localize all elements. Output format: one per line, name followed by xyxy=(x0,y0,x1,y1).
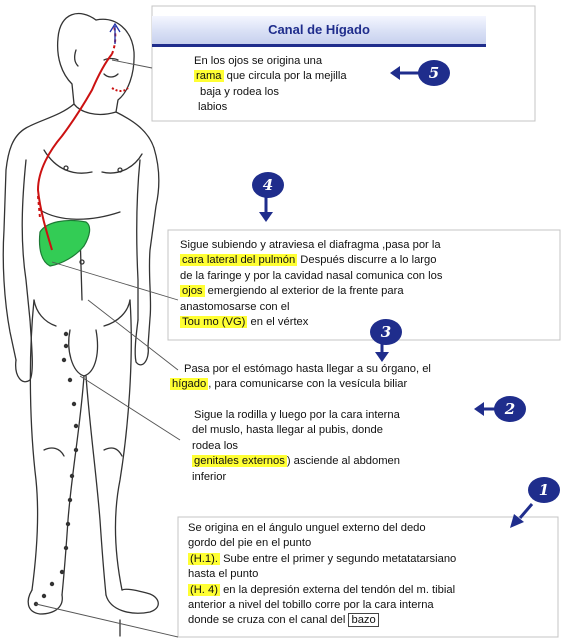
block-1-line-2: gordo del pie en el punto xyxy=(188,537,312,550)
block-2-line-5: inferior xyxy=(192,470,227,483)
highlight-tou-mo: Tou mo (VG) xyxy=(182,316,246,329)
block-1-line-7-text: donde se cruza con el canal del xyxy=(188,614,349,627)
block-3-text xyxy=(170,362,431,393)
block-1-line-3 xyxy=(188,552,456,567)
highlight-higado: hígado xyxy=(172,378,207,391)
block-5-text xyxy=(194,54,347,116)
block-4-line-3: de la faringe y por la cavidad nasal comunica con los xyxy=(180,269,443,282)
block-5-line-3: baja y rodea los xyxy=(200,85,279,98)
badge-1-number: 1 xyxy=(538,481,550,499)
block-2-line-3: rodea los xyxy=(192,439,239,452)
block-2-line-1: Sigue la rodilla y luego por la cara interna xyxy=(194,409,400,421)
block-2-line-4-rest: ) asciende al abdomen xyxy=(286,455,401,468)
liver-organ xyxy=(39,220,89,266)
block-5-line-4: labios xyxy=(198,101,228,114)
block-1-line-5-rest: en la depresión externa del tendón del m. tibial xyxy=(219,583,456,596)
badge-3-number: 3 xyxy=(380,323,392,341)
block-3-line-2-rest: , para comunicarse con la vesícula biliar xyxy=(208,378,408,391)
block-1-line-7 xyxy=(188,613,456,628)
badge-4-number: 4 xyxy=(262,176,274,194)
block-2-line-2: del muslo, hasta llegar al pubis, donde xyxy=(192,424,383,437)
block-4-line-4-rest: emergiendo al exterior de la frente para xyxy=(204,285,404,298)
block-3-line-2 xyxy=(170,377,431,392)
boxed-bazo: bazo xyxy=(348,613,378,627)
badge-4 xyxy=(252,172,284,222)
badge-5-number: 5 xyxy=(428,64,440,82)
block-4-line-2-rest: Después discurre a lo largo xyxy=(297,254,437,267)
block-4-line-1: Sigue subiendo y atraviesa el diafragma ,pasa por la xyxy=(180,239,441,251)
block-1-line-1: Se origina en el ángulo unguel externo del dedo xyxy=(188,522,426,534)
block-5-line-2-rest: que circula por la mejilla xyxy=(223,70,347,83)
highlight-cara-lateral: cara lateral del pulmón xyxy=(182,254,296,267)
leader-lines xyxy=(36,60,180,637)
page-title: Canal de Hígado xyxy=(152,16,486,47)
acupoints xyxy=(34,332,78,606)
highlight-genitales: genitales externos xyxy=(194,455,285,468)
block-4-line-2 xyxy=(180,253,442,268)
block-1-line-6: anterior a nivel del tobillo corre por la cara interna xyxy=(188,599,434,612)
block-1-line-4: hasta el punto xyxy=(188,568,259,581)
block-4-line-6 xyxy=(180,315,442,330)
block-3-line-1: Pasa por el estómago hasta llegar a su órgano, el xyxy=(184,363,431,375)
block-2-text xyxy=(192,408,400,485)
block-2-line-4 xyxy=(192,454,400,469)
block-5-line-2 xyxy=(194,69,347,84)
highlight-ojos: ojos xyxy=(182,285,203,298)
block-4-line-4 xyxy=(180,284,442,299)
block-1-text xyxy=(188,521,456,629)
badge-2-number: 2 xyxy=(504,400,516,418)
block-4-line-6-rest: en el vértex xyxy=(247,316,309,329)
block-5-line-1: En los ojos se origina una xyxy=(194,55,323,67)
highlight-h4: (H. 4) xyxy=(190,583,218,596)
block-1-line-3-rest: Sube entre el primer y segundo metatatarsiano xyxy=(219,552,457,565)
highlight-rama: rama xyxy=(196,70,222,83)
badge-1 xyxy=(510,477,560,528)
block-1-line-5 xyxy=(188,583,456,598)
meridian-path xyxy=(38,26,128,250)
badge-5 xyxy=(390,60,450,86)
highlight-h1: (H.1). xyxy=(190,552,218,565)
block-4-line-5: anastomosarse con el xyxy=(180,300,290,313)
block-4-text xyxy=(180,238,442,330)
badge-2 xyxy=(474,396,526,422)
